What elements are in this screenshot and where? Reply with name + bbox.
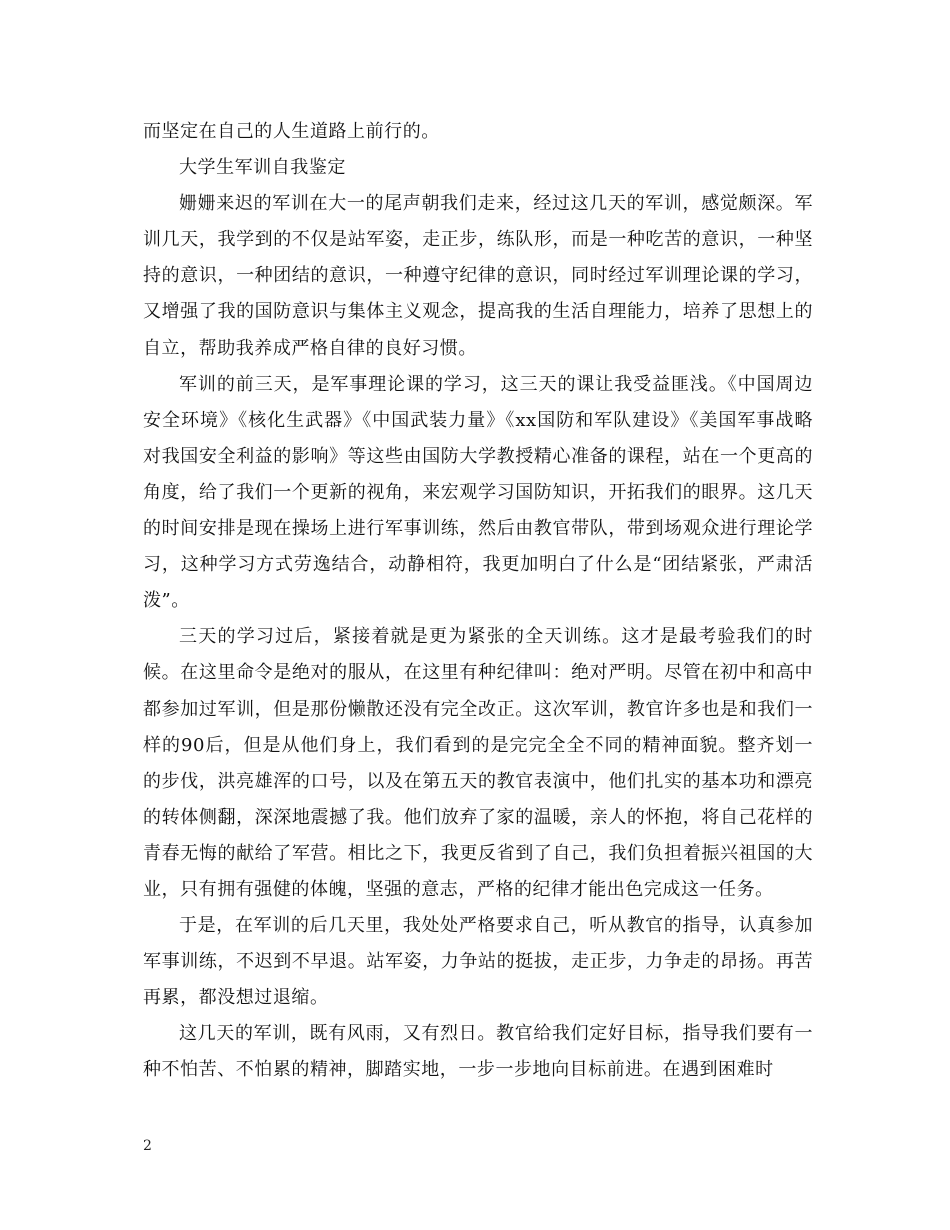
document-body xyxy=(143,114,813,1089)
section-heading: 大学生军训自我鉴定 xyxy=(179,157,346,179)
page-number: 2 xyxy=(143,1138,152,1154)
paragraph: 于是，在军训的后几天里，我处处严格要求自己，听从教官的指导，认真参加军事训练，不迟到不早退。站军姿，力争站的挺拔，走正步，力争走的昂扬。再苦再累，都没想过退缩。 xyxy=(143,915,813,1009)
paragraph: 军训的前三天，是军事理论课的学习，这三天的课让我受益匪浅。《中国周边安全环境》《核化生武器》《中国武装力量》《xx国防和军队建设》《美国军事战略对我国安全利益的影响》等这些由国防大学教授精心准备的课程，站在一个更高的角度，给了我们一个更新的视角，来宏观学习国防知识，开拓我们的眼界。这几天的时间安排是现在操场上进行军事训练，然后由教官带队，带到场观众进行理论学习，这种学习方式劳逸结合，动静相符，我更加明白了什么是“团结紧张，严肃活泼”。 xyxy=(143,373,813,612)
paragraph: 三天的学习过后，紧接着就是更为紧张的全天训练。这才是最考验我们的时候。在这里命令是绝对的服从，在这里有种纪律叫：绝对严明。尽管在初中和高中都参加过军训，但是那份懒散还没有完全改正。这次军训，教官许多也是和我们一样的90后，但是从他们身上，我们看到的是完完全全不同的精神面貌。整齐划一的步伐，洪亮雄浑的口号，以及在第五天的教官表演中，他们扎实的基本功和漂亮的转体侧翻，深深地震撼了我。他们放弃了家的温暖，亲人的怀抱，将自己花样的青春无悔的献给了军营。相比之下，我更反省到了自己，我们负担着振兴祖国的大业，只有拥有强健的体魄，坚强的意志，严格的纪律才能出色完成这一任务。 xyxy=(143,626,813,900)
paragraph-continuation: 而坚定在自己的人生道路上前行的。 xyxy=(143,121,440,142)
paragraph: 姗姗来迟的军训在大一的尾声朝我们走来，经过这几天的军训，感觉颇深。军训几天，我学到的不仅是站军姿，走正步，练队形，而是一种吃苦的意识，一种坚持的意识，一种团结的意识，一种遵守纪律的意识，同时经过军训理论课的学习，又增强了我的国防意识与集体主义观念，提高我的生活自理能力，培养了思想上的自立，帮助我养成严格自律的良好习惯。 xyxy=(143,193,813,359)
paragraph: 这几天的军训，既有风雨，又有烈日。教官给我们定好目标，指导我们要有一种不怕苦、不怕累的精神，脚踏实地，一步一步地向目标前进。在遇到困难时 xyxy=(143,1023,813,1081)
